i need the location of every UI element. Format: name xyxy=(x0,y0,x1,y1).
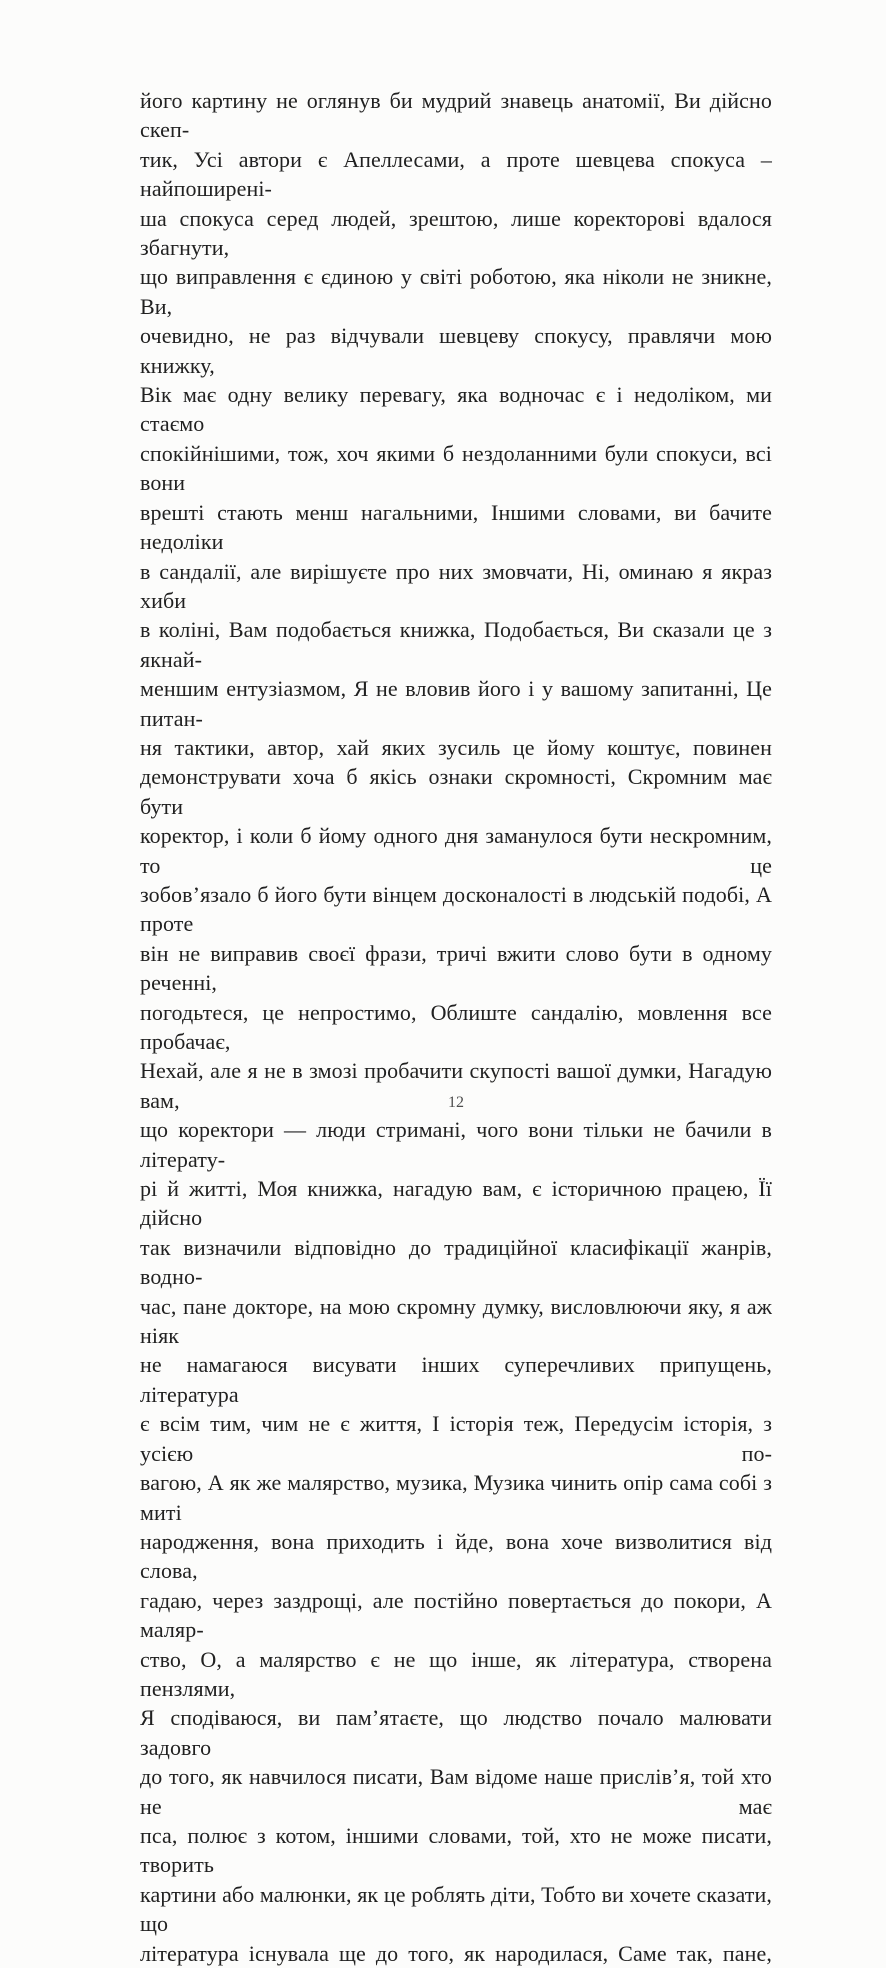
text-line: в коліні, Вам подобається книжка, Подобається, Ви сказали це з якнай- xyxy=(140,617,772,672)
page-number: 12 xyxy=(448,1094,464,1111)
text-line: вагою, А як же малярство, музика, Музика чинить опір сама собі з миті xyxy=(140,1470,772,1525)
text-line: не намагаюся висувати інших суперечливих припущень, література xyxy=(140,1352,772,1407)
text-line: очевидно, не раз відчували шевцеву спокусу, правлячи мою книжку, xyxy=(140,323,772,378)
text-line: рі й житті, Моя книжка, нагадую вам, є історичною працею, Її дійсно xyxy=(140,1176,772,1231)
text-line: картини або малюнки, як це роблять діти, Тобто ви хочете сказати, що xyxy=(140,1881,772,1937)
text-line: в сандалії, але вирішуєте про них змовчати, Ні, оминаю я якраз хиби xyxy=(140,558,772,613)
text-line: спокійнішими, тож, хоч якими б нездоланними були спокуси, всі вони xyxy=(140,440,772,496)
text-line: пса, полює з котом, іншими словами, той, хто не може писати, творить xyxy=(140,1822,772,1878)
text-line: Я сподіваюся, ви пам’ятаєте, що людство почало малювати задовго xyxy=(140,1705,772,1760)
text-line: він не виправив своєї фрази, тричі вжити слово бути в одному реченні, xyxy=(140,940,772,996)
text-line: час, пане докторе, на мою скромну думку, висловлюючи яку, я аж ніяк xyxy=(140,1293,772,1349)
text-line: що виправлення є єдиною у світі роботою, яка ніколи не зникне, Ви, xyxy=(140,264,772,319)
text-line: Вік має одну велику перевагу, яка водночас є і недоліком, ми стаємо xyxy=(140,382,772,437)
text-line: його картину не оглянув би мудрий знавець анатомії, Ви дійсно скеп- xyxy=(140,88,772,143)
text-line: ство, О, а малярство є не що інше, як література, створена пензлями, xyxy=(140,1646,772,1701)
text-line: тик, Усі автори є Апеллесами, а проте шевцева спокуса – найпоширені- xyxy=(140,146,772,202)
text-line: до того, як навчилося писати, Вам відоме наше прислів’я, той хто не має xyxy=(140,1764,772,1819)
text-line: є всім тим, чим не є життя, І історія теж, Передусім історія, з усією по- xyxy=(140,1411,772,1466)
text-line: Нехай, але я не в змозі пробачити скупості вашої думки, Нагадую вам, xyxy=(140,1058,772,1113)
text-line: коректор, і коли б йому одного дня заманулося бути нескромним, то це xyxy=(140,823,772,878)
text-line: врешті стають менш нагальними, Іншими словами, ви бачите недоліки xyxy=(140,499,772,555)
text-line: народження, вона приходить і йде, вона хоче визволитися від слова, xyxy=(140,1528,772,1584)
body-text xyxy=(140,86,772,1968)
text-line: що коректори — люди стримані, чого вони тільки не бачили в літерату- xyxy=(140,1117,772,1172)
text-line: меншим ентузіазмом, Я не вловив його і у вашому запитанні, Це питан- xyxy=(140,676,772,731)
text-line: зобов’язало б його бути вінцем досконалості в людській подобі, А проте xyxy=(140,881,772,937)
text-line: ша спокуса серед людей, зрештою, лише коректорові вдалося збагнути, xyxy=(140,205,772,261)
text-line: погодьтеся, це непростимо, Облиште сандалію, мовлення все пробачає, xyxy=(140,999,772,1054)
text-line: демонструвати хоча б якісь ознаки скромності, Скромним має бути xyxy=(140,764,772,819)
text-line: гадаю, через заздрощі, але постійно повертається до покори, А маляр- xyxy=(140,1587,772,1643)
text-line: література існувала ще до того, як народилася, Саме так, пане, xyxy=(140,1940,772,1966)
text-line: так визначили відповідно до традиційної класифікації жанрів, водно- xyxy=(140,1234,772,1290)
text-line: ня тактики, автор, хай яких зусиль це йому коштує, повинен xyxy=(140,734,772,760)
